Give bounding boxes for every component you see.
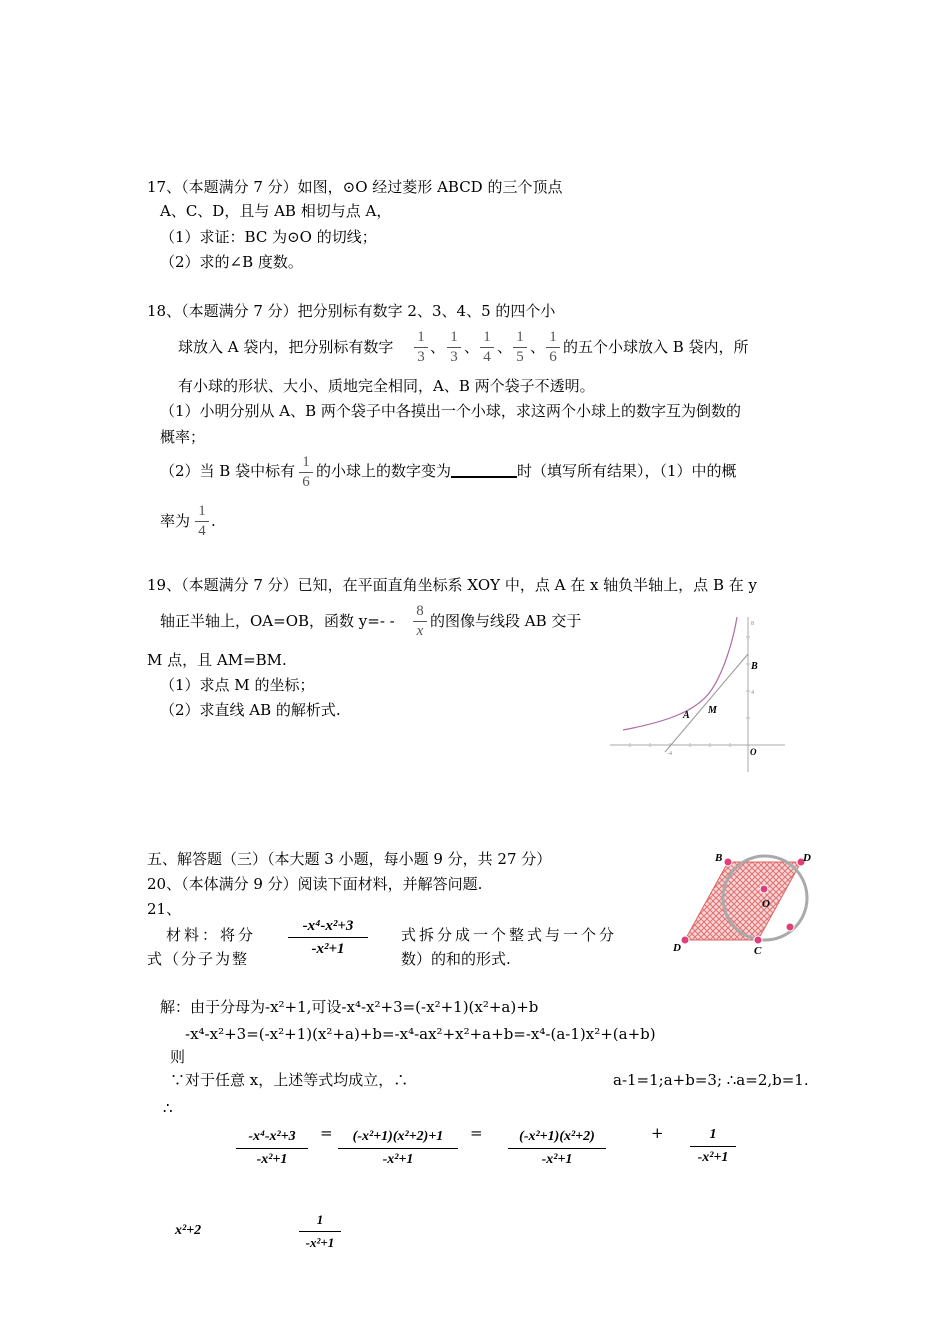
q18-sep: 、 (430, 338, 446, 356)
material-c: 式拆分成一个整式与一个分 (401, 926, 618, 944)
q19-line2-pre: 轴正半轴上，OA=OB，函数 y=- - (160, 612, 395, 630)
label-a: A (683, 710, 690, 721)
q18-line6-fraction: 1 6 (299, 454, 313, 491)
solution-last-term: x²+2 (175, 1223, 202, 1238)
q18-line6-mid (316, 462, 737, 480)
equals-sign: = (320, 1124, 333, 1142)
q18-line1: 18、（本题满分 7 分）把分别标有数字 2、3、4、5 的四个小 (147, 302, 556, 320)
segment-ab (665, 654, 748, 752)
q17-line3: （1）求证：BC 为⊙O 的切线； (160, 228, 377, 246)
answer-blank (451, 462, 517, 478)
plus-sign: + (651, 1124, 664, 1142)
hyperbola-curve (623, 617, 737, 730)
material-a: 材料：将分 (166, 926, 257, 944)
q18-fraction-2: 1 3 (447, 329, 461, 366)
solution-line3: 则 (170, 1048, 186, 1066)
point-a (786, 923, 794, 931)
q17-line4: （2）求的∠B 度数。 (160, 253, 303, 271)
material-fraction: -x⁴-x²+3 -x²+1 (288, 917, 368, 958)
q19-line5: （2）求直线 AB 的解析式. (160, 701, 341, 719)
q19-line1: 19、（本题满分 7 分）已知，在平面直角坐标系 XOY 中，点 A 在 x 轴负半轴上，点 B 在 y (147, 576, 757, 594)
q21-label: 21、 (147, 900, 182, 918)
q18-line5: 概率； (160, 428, 206, 446)
point-b (724, 858, 732, 866)
label-d-top: D (803, 852, 811, 864)
tick-label-y-top: 8 (751, 621, 754, 627)
rhombus-abcd (685, 862, 801, 940)
solution-line2: -x⁴-x²+3=(-x²+1)(x²+a)+b=-x⁴-ax²+x²+a+b=-x⁴-(a-1)x²+(a+b) (185, 1025, 656, 1043)
point-d-left (681, 936, 689, 944)
solution-fraction-4: 1 -x²+1 (690, 1126, 736, 1167)
q18-fraction-5: 1 6 (546, 329, 560, 366)
solution-line4b: a-1=1;a+b=3; ∴a=2,b=1. (613, 1071, 809, 1089)
label-d-left: D (673, 942, 681, 954)
label-m: M (708, 705, 717, 716)
solution-line1: 解：由于分母为-x²+1,可设-x⁴-x²+3=(-x²+1)(x²+a)+b (160, 998, 539, 1016)
q18-line7-post: . (211, 512, 216, 530)
solution-line4a: ∵对于任意 x，上述等式均成立，∴ (170, 1071, 409, 1089)
q18-line3: 有小球的形状、大小、质地完全相同，A、B 两个袋子不透明。 (178, 377, 595, 395)
q18-line6-pre: （2）当 B 袋中标有 (160, 462, 296, 480)
tick-label-y-mid: 4 (751, 690, 754, 696)
solution-fraction-2: (-x²+1)(x²+2)+1 -x²+1 (338, 1128, 458, 1169)
q18-line6-post-text: 时（填写所有结果），（1）中的概 (517, 462, 737, 480)
q18-fraction-1: 1 3 (414, 329, 428, 366)
solution-fraction-5: 1 -x²+1 (299, 1211, 341, 1252)
label-c: C (754, 945, 762, 957)
q18-line2-pre: 球放入 A 袋内，把分别标有数字 (178, 338, 394, 356)
tick-label-x: -4 (667, 751, 672, 757)
q18-sep: 、 (497, 338, 513, 356)
q17-line2: A、C、D，且与 AB 相切与点 A， (160, 202, 392, 220)
solution-fraction-1: -x⁴-x²+3 -x²+1 (236, 1128, 308, 1169)
label-o: O (762, 898, 770, 910)
solution-line5: ∴ (163, 1099, 173, 1117)
q18-line7-pre: 率为 (160, 512, 191, 530)
label-b: B (715, 852, 723, 864)
solution-fraction-3: (-x²+1)(x²+2) -x²+1 (508, 1128, 606, 1169)
q19-line4: （1）求点 M 的坐标； (160, 676, 315, 694)
label-o: O (750, 747, 757, 757)
q18-fraction-4: 1 5 (513, 329, 527, 366)
q18-line4: （1）小明分别从 A、B 两个袋子中各摸出一个小球，求这两个小球上的数字互为倒数的 (160, 402, 741, 420)
label-b: B (751, 661, 758, 672)
function-graph (605, 612, 790, 777)
q18-sep: 、 (464, 338, 480, 356)
q18-fraction-3: 1 4 (480, 329, 494, 366)
equals-sign: = (470, 1124, 483, 1142)
q19-line3: M 点，且 AM=BM. (147, 651, 287, 669)
q19-line2-post: 的图像与线段 AB 交于 (430, 612, 582, 630)
q19-fraction: 8 x (413, 603, 427, 640)
point-c (754, 936, 762, 944)
point-o (760, 885, 768, 893)
q18-line2-post: 的五个小球放入 B 袋内，所 (563, 338, 749, 356)
q18-sep: 、 (530, 338, 546, 356)
material-b: 式（分子为整 (147, 950, 250, 968)
q17-line1: 17、（本题满分 7 分）如图，⊙O 经过菱形 ABCD 的三个顶点 (147, 178, 563, 196)
q18-line6-mid-text: 的小球上的数字变为 (316, 462, 452, 480)
material-d: 数）的和的形式. (401, 950, 511, 968)
section5-title: 五、解答题（三）（本大题 3 小题，每小题 9 分，共 27 分） (147, 850, 552, 868)
rhombus-circle-figure (665, 835, 825, 960)
q20-line: 20、（本体满分 9 分）阅读下面材料，并解答问题. (147, 875, 483, 893)
q18-line7-fraction: 1 4 (195, 503, 209, 540)
